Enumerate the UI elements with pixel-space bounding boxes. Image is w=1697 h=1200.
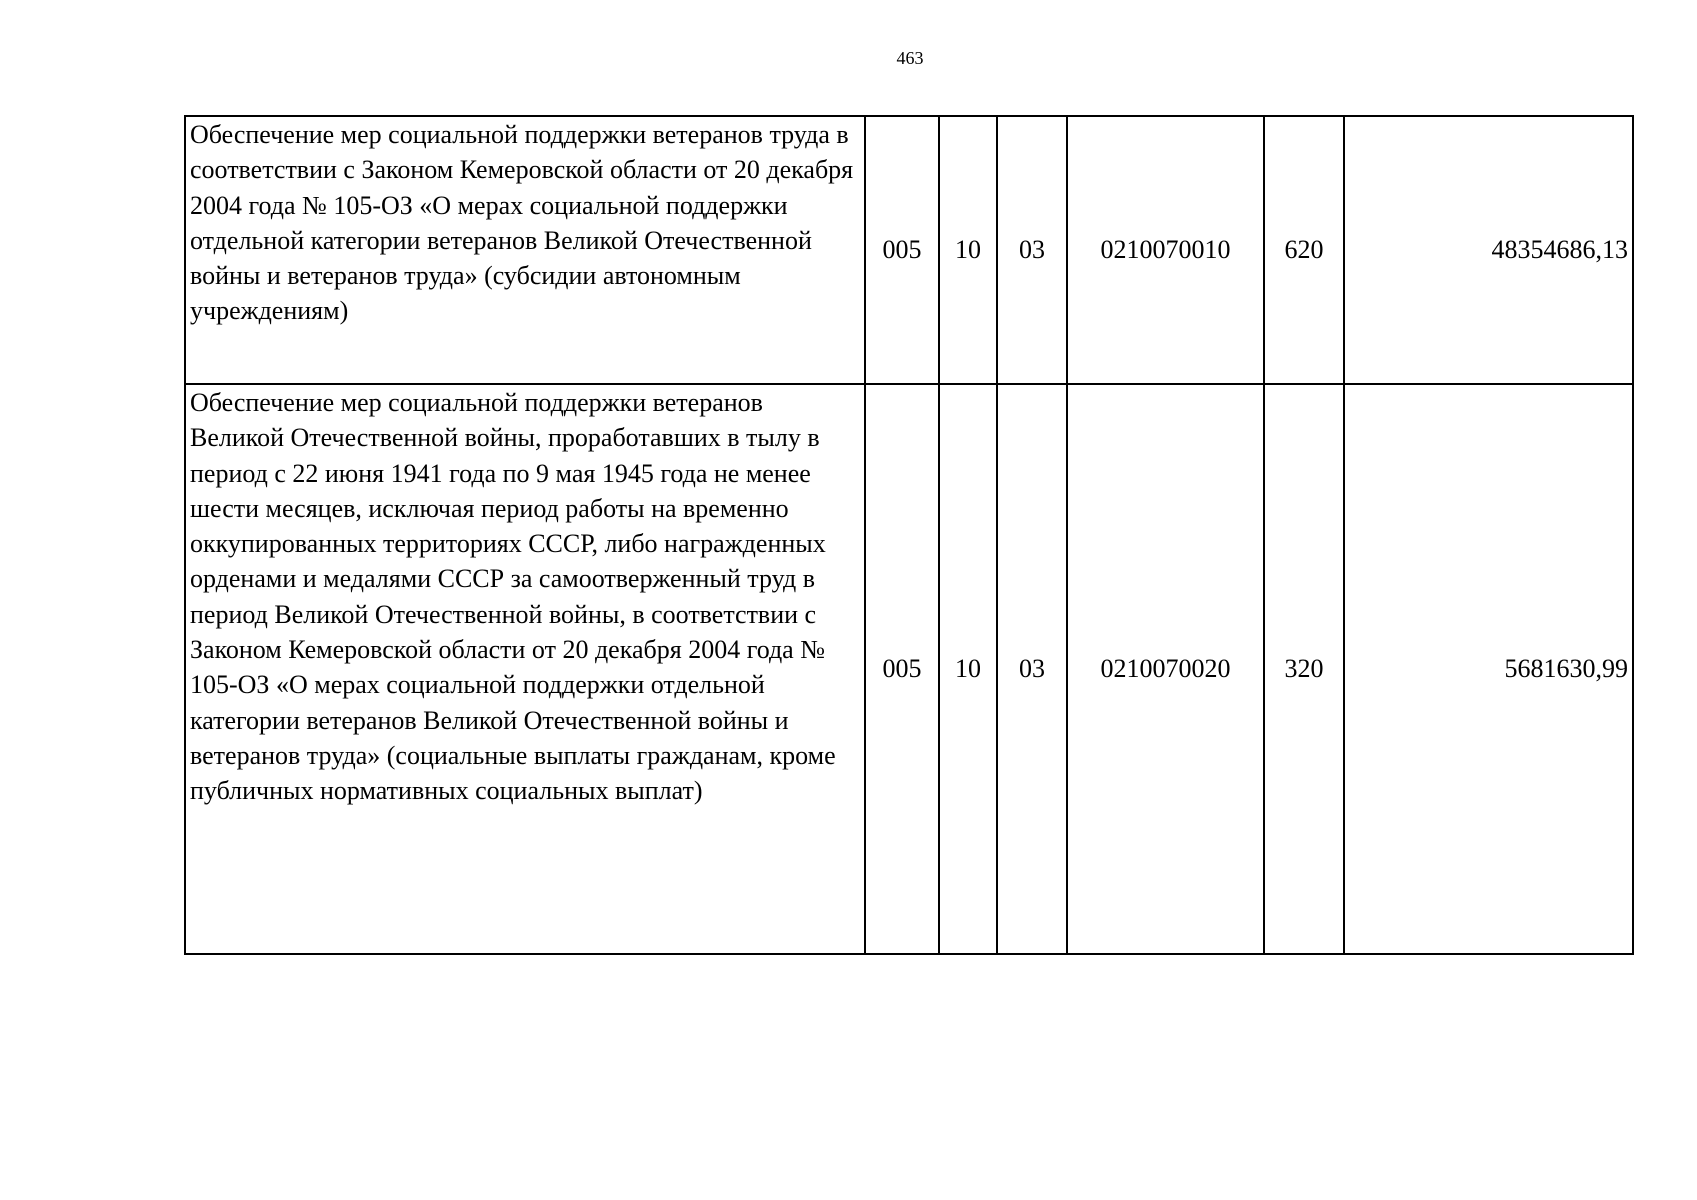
expense-type-cell: 320 [1264, 384, 1344, 954]
amount-cell: 48354686,13 [1344, 116, 1633, 384]
subsection-code-cell: 03 [997, 116, 1067, 384]
description-cell: Обеспечение мер социальной поддержки ветеранов Великой Отечественной войны, проработавших в тылу в период с 22 июня 1941 года по 9 мая 1945 года не менее шести месяцев, исключая период работы на временно оккупированных территориях СССР, либо награжденных орденами и медалями СССР за самоотверженный труд в период Великой Отечественной войны, в соответствии с Законом Кемеровской области от 20 декабря 2004 года № 105-ОЗ «О мерах социальной поддержки отдельной категории ветеранов Великой Отечественной войны и ветеранов труда» (социальные выплаты гражданам, кроме публичных нормативных социальных выплат) [185, 384, 865, 954]
table-row [185, 116, 1633, 384]
target-article-cell: 0210070010 [1067, 116, 1264, 384]
expense-type-cell: 620 [1264, 116, 1344, 384]
section-code-cell: 10 [939, 384, 997, 954]
table-row [185, 384, 1633, 954]
ministry-code-cell: 005 [865, 116, 939, 384]
description-cell: Обеспечение мер социальной поддержки ветеранов труда в соответствии с Законом Кемеровской области от 20 декабря 2004 года № 105-ОЗ «О мерах социальной поддержки отдельной категории ветеранов Великой Отечественной войны и ветеранов труда» (субсидии автономным учреждениям) [185, 116, 865, 384]
section-code-cell: 10 [939, 116, 997, 384]
ministry-code-cell: 005 [865, 384, 939, 954]
page-number: 463 [896, 48, 924, 68]
budget-table [184, 115, 1634, 955]
target-article-cell: 0210070020 [1067, 384, 1264, 954]
amount-cell: 5681630,99 [1344, 384, 1633, 954]
subsection-code-cell: 03 [997, 384, 1067, 954]
